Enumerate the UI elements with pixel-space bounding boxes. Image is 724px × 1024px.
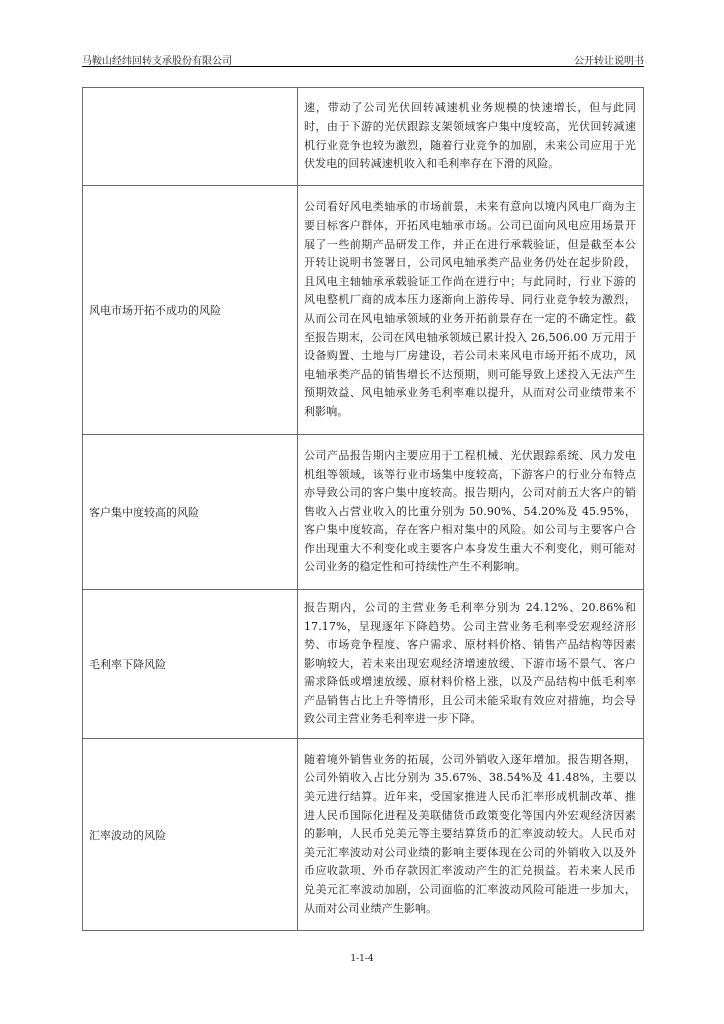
- risk-name-cell: 风电市场开拓不成功的风险: [83, 186, 298, 435]
- table-row: [83, 739, 644, 931]
- table-row: [83, 435, 644, 590]
- table-row: [83, 186, 644, 435]
- risk-name-cell: 毛利率下降风险: [83, 590, 298, 739]
- document-title: 公开转让说明书: [574, 56, 644, 67]
- risk-name-cell: [83, 88, 298, 186]
- risk-description-cell: 报告期内，公司的主营业务毛利率分别为 24.12%、20.86%和 17.17%，呈现逐年下降趋势。公司主营业务毛利率受宏观经济形势、市场竞争程度、客户需求、原材料价格、销售产品结构等因素影响较大，若未来出现宏观经济增速放缓、下游市场不景气、客户需求降低或增速放缓、原材料价格上涨，以及产品结构中低毛利率产品销售占比上升等情形，且公司未能采取有效应对措施，均会导致公司主营业务毛利率进一步下降。: [298, 590, 644, 739]
- risk-description-cell: 速，带动了公司光伏回转减速机业务规模的快速增长，但与此同时，由于下游的光伏跟踪支架领域客户集中度较高，光伏回转减速机行业竞争也较为激烈，随着行业竞争的加剧，未来公司应用于光伏发电的回转减速机收入和毛利率存在下滑的风险。: [298, 88, 644, 186]
- page-number: 1-1-4: [350, 954, 374, 964]
- risk-table: [82, 87, 644, 931]
- risk-description-cell: 公司看好风电类轴承的市场前景，未来有意向以境内风电厂商为主要目标客户群体，开拓风电轴承市场。公司已面向风电应用场景开展了一些前期产品研发工作，并正在进行承载验证，但是截至本公开转让说明书签署日，公司风电轴承类产品业务仍处在起步阶段，且风电主轴轴承承载验证工作尚在进行中；与此同时，行业下游的风电整机厂商的成本压力逐渐向上游传导、同行业竞争较为激烈，从而公司在风电轴承领域的业务开拓前景存在一定的不确定性。截至报告期末，公司在风电轴承领域已累计投入 26,506.00 万元用于设备购置、土地与厂房建设，若公司未来风电市场开拓不成功，风电轴承类产品的销售增长不达预期，则可能导致上述投入无法产生预期效益、风电轴承业务毛利率难以提升，从而对公司业绩带来不利影响。: [298, 186, 644, 435]
- table-row: [83, 590, 644, 739]
- risk-description-cell: 随着境外销售业务的拓展，公司外销收入逐年增加。报告期各期，公司外销收入占比分别为 35.67%、38.54%及 41.48%，主要以美元进行结算。近年来，受国家推进人民币汇率形成机制改革、推进人民币国际化进程及美联储货币政策变化等国内外宏观经济因素的影响，人民币兑美元等主要结算货币的汇率波动较大。人民币对美元汇率波动对公司业绩的影响主要体现在公司的外销收入以及外币应收款项、外币存款因汇率波动产生的汇兑损益。若未来人民币兑美元汇率波动加剧，公司面临的汇率波动风险可能进一步加大，从而对公司业绩产生影响。: [298, 739, 644, 931]
- company-name: 马鞍山经纬回转支承股份有限公司: [82, 56, 232, 67]
- header-divider: [82, 66, 644, 67]
- table-row: [83, 88, 644, 186]
- risk-description-cell: 公司产品报告期内主要应用于工程机械、光伏跟踪系统、风力发电机组等领域，该等行业市场集中度较高，下游客户的行业分布特点亦导致公司的客户集中度较高。报告期内，公司对前五大客户的销售收入占营业收入的比重分别为 50.90%、54.20%及 45.95%，客户集中度较高，存在客户相对集中的风险。如公司与主要客户合作出现重大不利变化或主要客户本身发生重大不利变化，则可能对公司业务的稳定性和可持续性产生不利影响。: [298, 435, 644, 590]
- risk-name-cell: 汇率波动的风险: [83, 739, 298, 931]
- risk-name-cell: 客户集中度较高的风险: [83, 435, 298, 590]
